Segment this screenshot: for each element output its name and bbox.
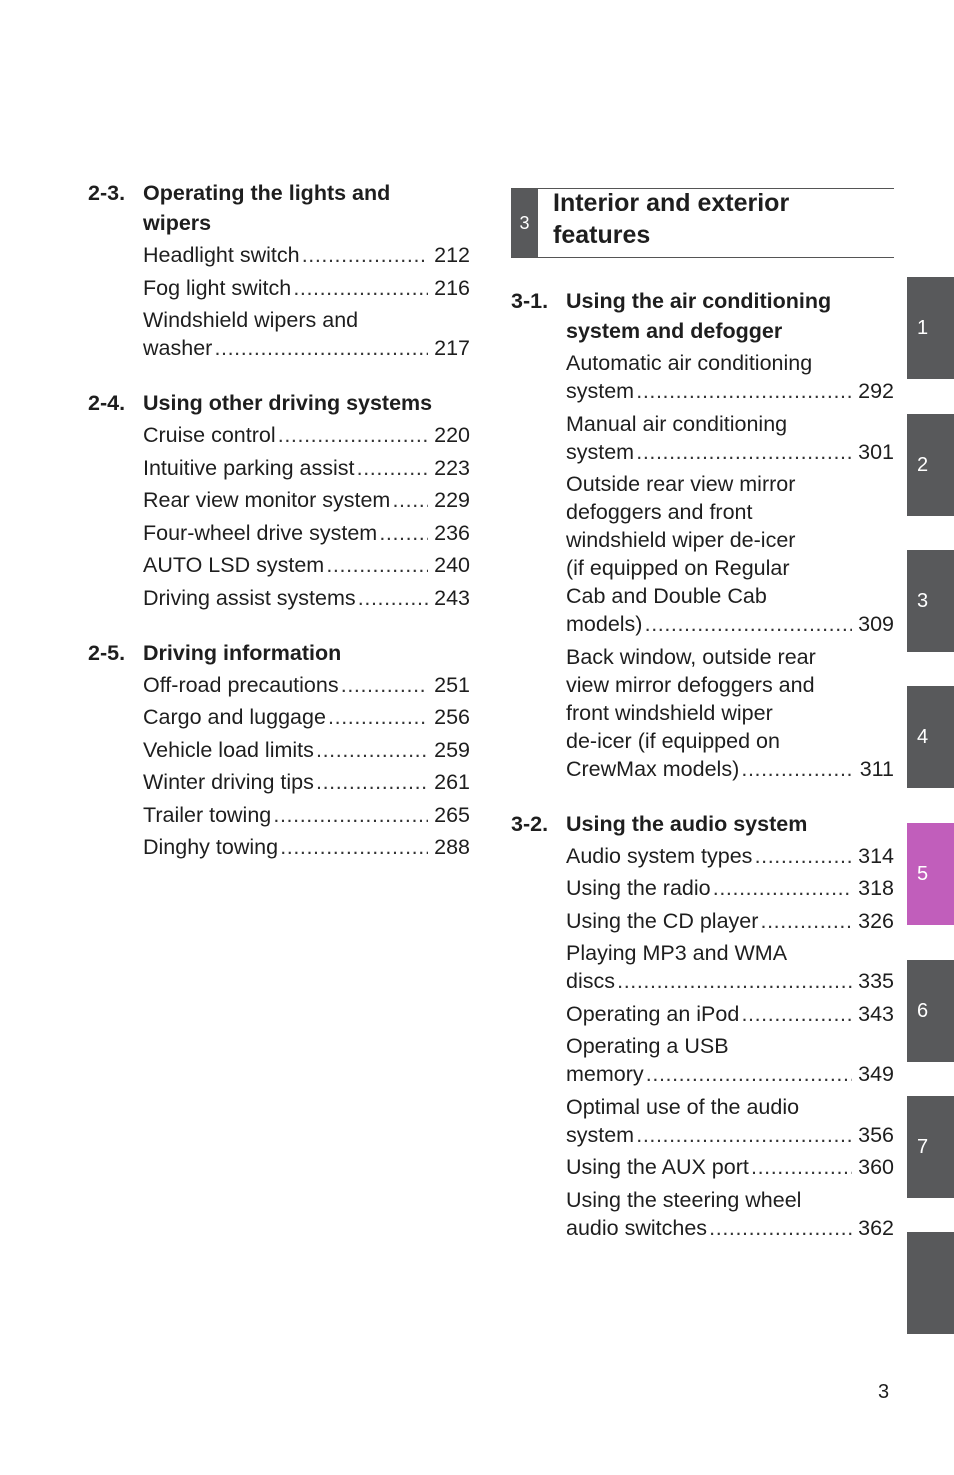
entry-page-number: 220 bbox=[434, 423, 470, 447]
toc-right-column bbox=[511, 188, 894, 1268]
section-title-line: wipers bbox=[143, 211, 212, 235]
section-heading bbox=[511, 809, 894, 839]
dot-leader bbox=[280, 833, 428, 861]
entry-leader-row bbox=[143, 519, 470, 547]
section-heading bbox=[88, 388, 470, 418]
entry-text-line: Playing MP3 and WMA bbox=[566, 941, 788, 965]
entry-leader-row bbox=[566, 967, 894, 995]
entry-leader-row bbox=[566, 1153, 894, 1181]
toc-entry[interactable] bbox=[143, 454, 470, 482]
entry-leader-row bbox=[143, 334, 470, 362]
entry-leader-row bbox=[566, 1214, 894, 1242]
toc-entry[interactable] bbox=[143, 736, 470, 764]
entry-text-line: Winter driving tips bbox=[143, 770, 314, 794]
entry-page-number: 301 bbox=[858, 439, 894, 464]
entry-text-line: de-icer (if equipped on bbox=[566, 728, 780, 753]
right-sections bbox=[511, 286, 894, 1242]
entry-text-line: Operating an iPod bbox=[566, 1001, 740, 1026]
toc-entry[interactable] bbox=[566, 1153, 894, 1181]
entry-page-number: 251 bbox=[434, 672, 470, 697]
entry-text-line: Manual air conditioning bbox=[566, 411, 788, 436]
entry-text-line: (if equipped on Regular bbox=[566, 556, 790, 580]
toc-left-column bbox=[88, 178, 470, 887]
dot-leader bbox=[646, 1060, 852, 1088]
toc-entry[interactable] bbox=[566, 842, 894, 870]
dot-leader bbox=[741, 1000, 852, 1028]
toc-section bbox=[88, 178, 470, 362]
entry-text-line: washer bbox=[143, 336, 213, 360]
entry-text-line: Windshield wipers and bbox=[143, 308, 359, 332]
section-title bbox=[566, 809, 894, 839]
entry-page-number: 335 bbox=[858, 969, 894, 993]
toc-entry[interactable] bbox=[566, 939, 894, 995]
entry-page-number: 326 bbox=[858, 908, 894, 933]
entry-text-line: Using the AUX port bbox=[566, 1155, 749, 1179]
page-number: 3 bbox=[878, 1381, 890, 1403]
entry-page-number: 223 bbox=[434, 455, 470, 480]
entry-leader-row bbox=[143, 768, 470, 796]
section-number: 3-2. bbox=[511, 811, 549, 836]
dot-leader bbox=[617, 967, 852, 995]
chapter-tab-4[interactable]: 4 bbox=[907, 686, 954, 788]
entry-text-line: Trailer towing bbox=[143, 802, 272, 827]
entry-text-line: view mirror defoggers and bbox=[566, 672, 815, 697]
toc-entry[interactable] bbox=[566, 907, 894, 935]
toc-entry[interactable] bbox=[143, 241, 470, 269]
toc-section bbox=[511, 286, 894, 783]
entry-text-line: front windshield wiper bbox=[566, 700, 773, 725]
entry-leader-row bbox=[143, 736, 470, 764]
section-number: 3-1. bbox=[511, 289, 549, 313]
entry-text-line: defoggers and front bbox=[566, 500, 753, 524]
entry-leader-row bbox=[566, 438, 894, 466]
entry-leader-row bbox=[566, 874, 894, 902]
section-title bbox=[143, 178, 470, 238]
entry-page-number: 349 bbox=[858, 1062, 894, 1086]
entry-text-line: Cruise control bbox=[143, 423, 276, 447]
dot-leader bbox=[636, 438, 852, 466]
dot-leader bbox=[278, 421, 428, 449]
entry-list bbox=[88, 241, 470, 362]
entry-page-number: 261 bbox=[434, 770, 470, 794]
entry-text-line: Cab and Double Cab bbox=[566, 584, 767, 608]
entry-leader-row bbox=[566, 1000, 894, 1028]
entry-leader-row bbox=[566, 842, 894, 870]
dot-leader bbox=[358, 584, 428, 612]
entry-text-line: Automatic air conditioning bbox=[566, 351, 813, 375]
dot-leader bbox=[644, 610, 852, 638]
dot-leader bbox=[316, 736, 428, 764]
section-number: 2-4. bbox=[88, 391, 126, 415]
toc-entry[interactable] bbox=[566, 1093, 894, 1149]
entry-page-number: 243 bbox=[434, 585, 470, 610]
entry-list bbox=[88, 671, 470, 862]
dot-leader bbox=[741, 755, 853, 783]
entry-text-line: windshield wiper de-icer bbox=[566, 528, 796, 552]
dot-leader bbox=[341, 671, 429, 699]
toc-entry[interactable] bbox=[143, 584, 470, 612]
dot-leader bbox=[357, 454, 429, 482]
toc-entry[interactable] bbox=[566, 1000, 894, 1028]
dot-leader bbox=[636, 377, 852, 405]
entry-page-number: 309 bbox=[858, 612, 894, 636]
toc-entry[interactable] bbox=[143, 274, 470, 302]
chapter-number-badge: 3 bbox=[511, 189, 538, 257]
entry-text-line: Dinghy towing bbox=[143, 835, 279, 859]
toc-entry[interactable] bbox=[566, 874, 894, 902]
entry-text-line: system bbox=[566, 1122, 635, 1147]
entry-leader-row bbox=[143, 671, 470, 699]
chapter-tab-5[interactable]: 5 bbox=[907, 823, 954, 925]
toc-section bbox=[88, 388, 470, 612]
toc-entry[interactable] bbox=[143, 801, 470, 829]
entry-text-line: AUTO LSD system bbox=[143, 553, 325, 577]
chapter-title bbox=[553, 187, 789, 251]
entry-leader-row bbox=[143, 241, 470, 269]
section-number: 2-5. bbox=[88, 640, 126, 665]
dot-leader bbox=[316, 768, 428, 796]
dot-leader bbox=[392, 486, 428, 514]
toc-section bbox=[511, 809, 894, 1242]
entry-leader-row bbox=[143, 274, 470, 302]
toc-entry[interactable] bbox=[143, 768, 470, 796]
dot-leader bbox=[293, 274, 428, 302]
entry-leader-row bbox=[143, 703, 470, 731]
entry-leader-row bbox=[566, 610, 894, 638]
entry-text-line: system bbox=[566, 379, 635, 403]
entry-page-number: 240 bbox=[434, 553, 470, 577]
dot-leader bbox=[302, 241, 429, 269]
entry-list bbox=[511, 349, 894, 783]
entry-text-line: Fog light switch bbox=[143, 275, 292, 300]
entry-page-number: 265 bbox=[434, 802, 470, 827]
toc-entry[interactable] bbox=[566, 1032, 894, 1088]
entry-text-line: Headlight switch bbox=[143, 243, 300, 267]
entry-page-number: 256 bbox=[434, 705, 470, 729]
dot-leader bbox=[379, 519, 428, 547]
entry-text-line: memory bbox=[566, 1062, 644, 1086]
chapter-tab-3[interactable]: 3 bbox=[907, 550, 954, 652]
section-title-line: Using the air conditioning bbox=[566, 289, 832, 313]
chapter-tab-7[interactable]: 7 bbox=[907, 1096, 954, 1198]
entry-page-number: 259 bbox=[434, 737, 470, 762]
chapter-title-line: features bbox=[553, 221, 651, 249]
entry-text-line: models) bbox=[566, 612, 643, 636]
entry-page-number: 229 bbox=[434, 488, 470, 512]
entry-list bbox=[88, 421, 470, 612]
section-title-line: system and defogger bbox=[566, 319, 783, 343]
chapter-tab-1[interactable]: 1 bbox=[907, 277, 954, 379]
section-title bbox=[566, 286, 894, 346]
entry-page-number: 360 bbox=[858, 1155, 894, 1179]
entry-leader-row bbox=[143, 551, 470, 579]
entry-text-line: discs bbox=[566, 969, 615, 993]
section-title-line: Using other driving systems bbox=[143, 391, 433, 415]
entry-page-number: 356 bbox=[858, 1122, 894, 1147]
chapter-title-line: Interior and exterior bbox=[553, 189, 790, 217]
toc-entry[interactable] bbox=[566, 470, 894, 638]
entry-leader-row bbox=[566, 1060, 894, 1088]
entry-page-number: 212 bbox=[434, 243, 470, 267]
section-heading bbox=[511, 286, 894, 346]
entry-text-line: Vehicle load limits bbox=[143, 737, 314, 762]
section-heading bbox=[88, 638, 470, 668]
entry-list bbox=[511, 842, 894, 1242]
entry-text-line: system bbox=[566, 439, 635, 464]
entry-text-line: audio switches bbox=[566, 1215, 708, 1240]
toc-entry[interactable] bbox=[566, 643, 894, 783]
entry-page-number: 314 bbox=[858, 843, 894, 868]
dot-leader bbox=[760, 907, 852, 935]
entry-page-number: 318 bbox=[858, 876, 894, 900]
entry-text-line: Intuitive parking assist bbox=[143, 455, 355, 480]
toc-entry[interactable] bbox=[143, 519, 470, 547]
toc-entry[interactable] bbox=[143, 306, 470, 362]
entry-page-number: 288 bbox=[434, 835, 470, 859]
entry-text-line: CrewMax models) bbox=[566, 756, 740, 781]
section-title bbox=[143, 388, 470, 418]
dot-leader bbox=[751, 1153, 852, 1181]
chapter-tab-blank[interactable] bbox=[907, 1232, 954, 1334]
entry-page-number: 216 bbox=[434, 275, 470, 300]
entry-leader-row bbox=[143, 421, 470, 449]
toc-entry[interactable] bbox=[143, 703, 470, 731]
dot-leader bbox=[326, 551, 428, 579]
section-heading bbox=[88, 178, 470, 238]
entry-text-line: Using the steering wheel bbox=[566, 1187, 802, 1212]
dot-leader bbox=[713, 874, 853, 902]
entry-leader-row bbox=[566, 755, 894, 783]
entry-text-line: Cargo and luggage bbox=[143, 705, 326, 729]
toc-entry[interactable] bbox=[143, 486, 470, 514]
section-title-line: Using the audio system bbox=[566, 811, 808, 836]
entry-text-line: Optimal use of the audio bbox=[566, 1094, 800, 1119]
entry-page-number: 236 bbox=[434, 520, 470, 545]
entry-text-line: Audio system types bbox=[566, 843, 753, 868]
entry-page-number: 343 bbox=[858, 1001, 894, 1026]
entry-leader-row bbox=[143, 486, 470, 514]
entry-leader-row bbox=[566, 1121, 894, 1149]
toc-entry[interactable] bbox=[566, 349, 894, 405]
dot-leader bbox=[328, 703, 428, 731]
toc-section bbox=[88, 638, 470, 862]
section-number: 2-3. bbox=[88, 181, 126, 205]
toc-entry[interactable] bbox=[566, 410, 894, 466]
entry-text-line: Using the CD player bbox=[566, 908, 759, 933]
toc-entry[interactable] bbox=[143, 671, 470, 699]
entry-page-number: 362 bbox=[858, 1215, 894, 1240]
dot-leader bbox=[636, 1121, 852, 1149]
entry-leader-row bbox=[143, 454, 470, 482]
chapter-header bbox=[511, 188, 894, 258]
toc-entry[interactable] bbox=[143, 833, 470, 861]
entry-text-line: Outside rear view mirror bbox=[566, 472, 796, 496]
dot-leader bbox=[754, 842, 852, 870]
toc-entry[interactable] bbox=[143, 551, 470, 579]
section-title-line: Driving information bbox=[143, 640, 342, 665]
entry-text-line: Operating a USB bbox=[566, 1034, 729, 1058]
entry-leader-row bbox=[143, 833, 470, 861]
entry-text-line: Using the radio bbox=[566, 876, 711, 900]
entry-text-line: Rear view monitor system bbox=[143, 488, 391, 512]
entry-leader-row bbox=[566, 377, 894, 405]
chapter-tab-6[interactable]: 6 bbox=[907, 960, 954, 1062]
entry-leader-row bbox=[143, 801, 470, 829]
entry-page-number: 217 bbox=[434, 336, 470, 360]
section-title bbox=[143, 638, 470, 668]
dot-leader bbox=[709, 1214, 852, 1242]
entry-leader-row bbox=[566, 907, 894, 935]
entry-text-line: Back window, outside rear bbox=[566, 644, 816, 669]
entry-page-number: 292 bbox=[858, 379, 894, 403]
toc-entry[interactable] bbox=[143, 421, 470, 449]
entry-text-line: Driving assist systems bbox=[143, 585, 356, 610]
entry-leader-row bbox=[143, 584, 470, 612]
entry-text-line: Off-road precautions bbox=[143, 672, 339, 697]
toc-entry[interactable] bbox=[566, 1186, 894, 1242]
entry-page-number: 311 bbox=[859, 756, 894, 781]
dot-leader bbox=[273, 801, 428, 829]
dot-leader bbox=[214, 334, 428, 362]
section-title-line: Operating the lights and bbox=[143, 181, 391, 205]
chapter-tab-2[interactable]: 2 bbox=[907, 414, 954, 516]
entry-text-line: Four-wheel drive system bbox=[143, 520, 378, 545]
